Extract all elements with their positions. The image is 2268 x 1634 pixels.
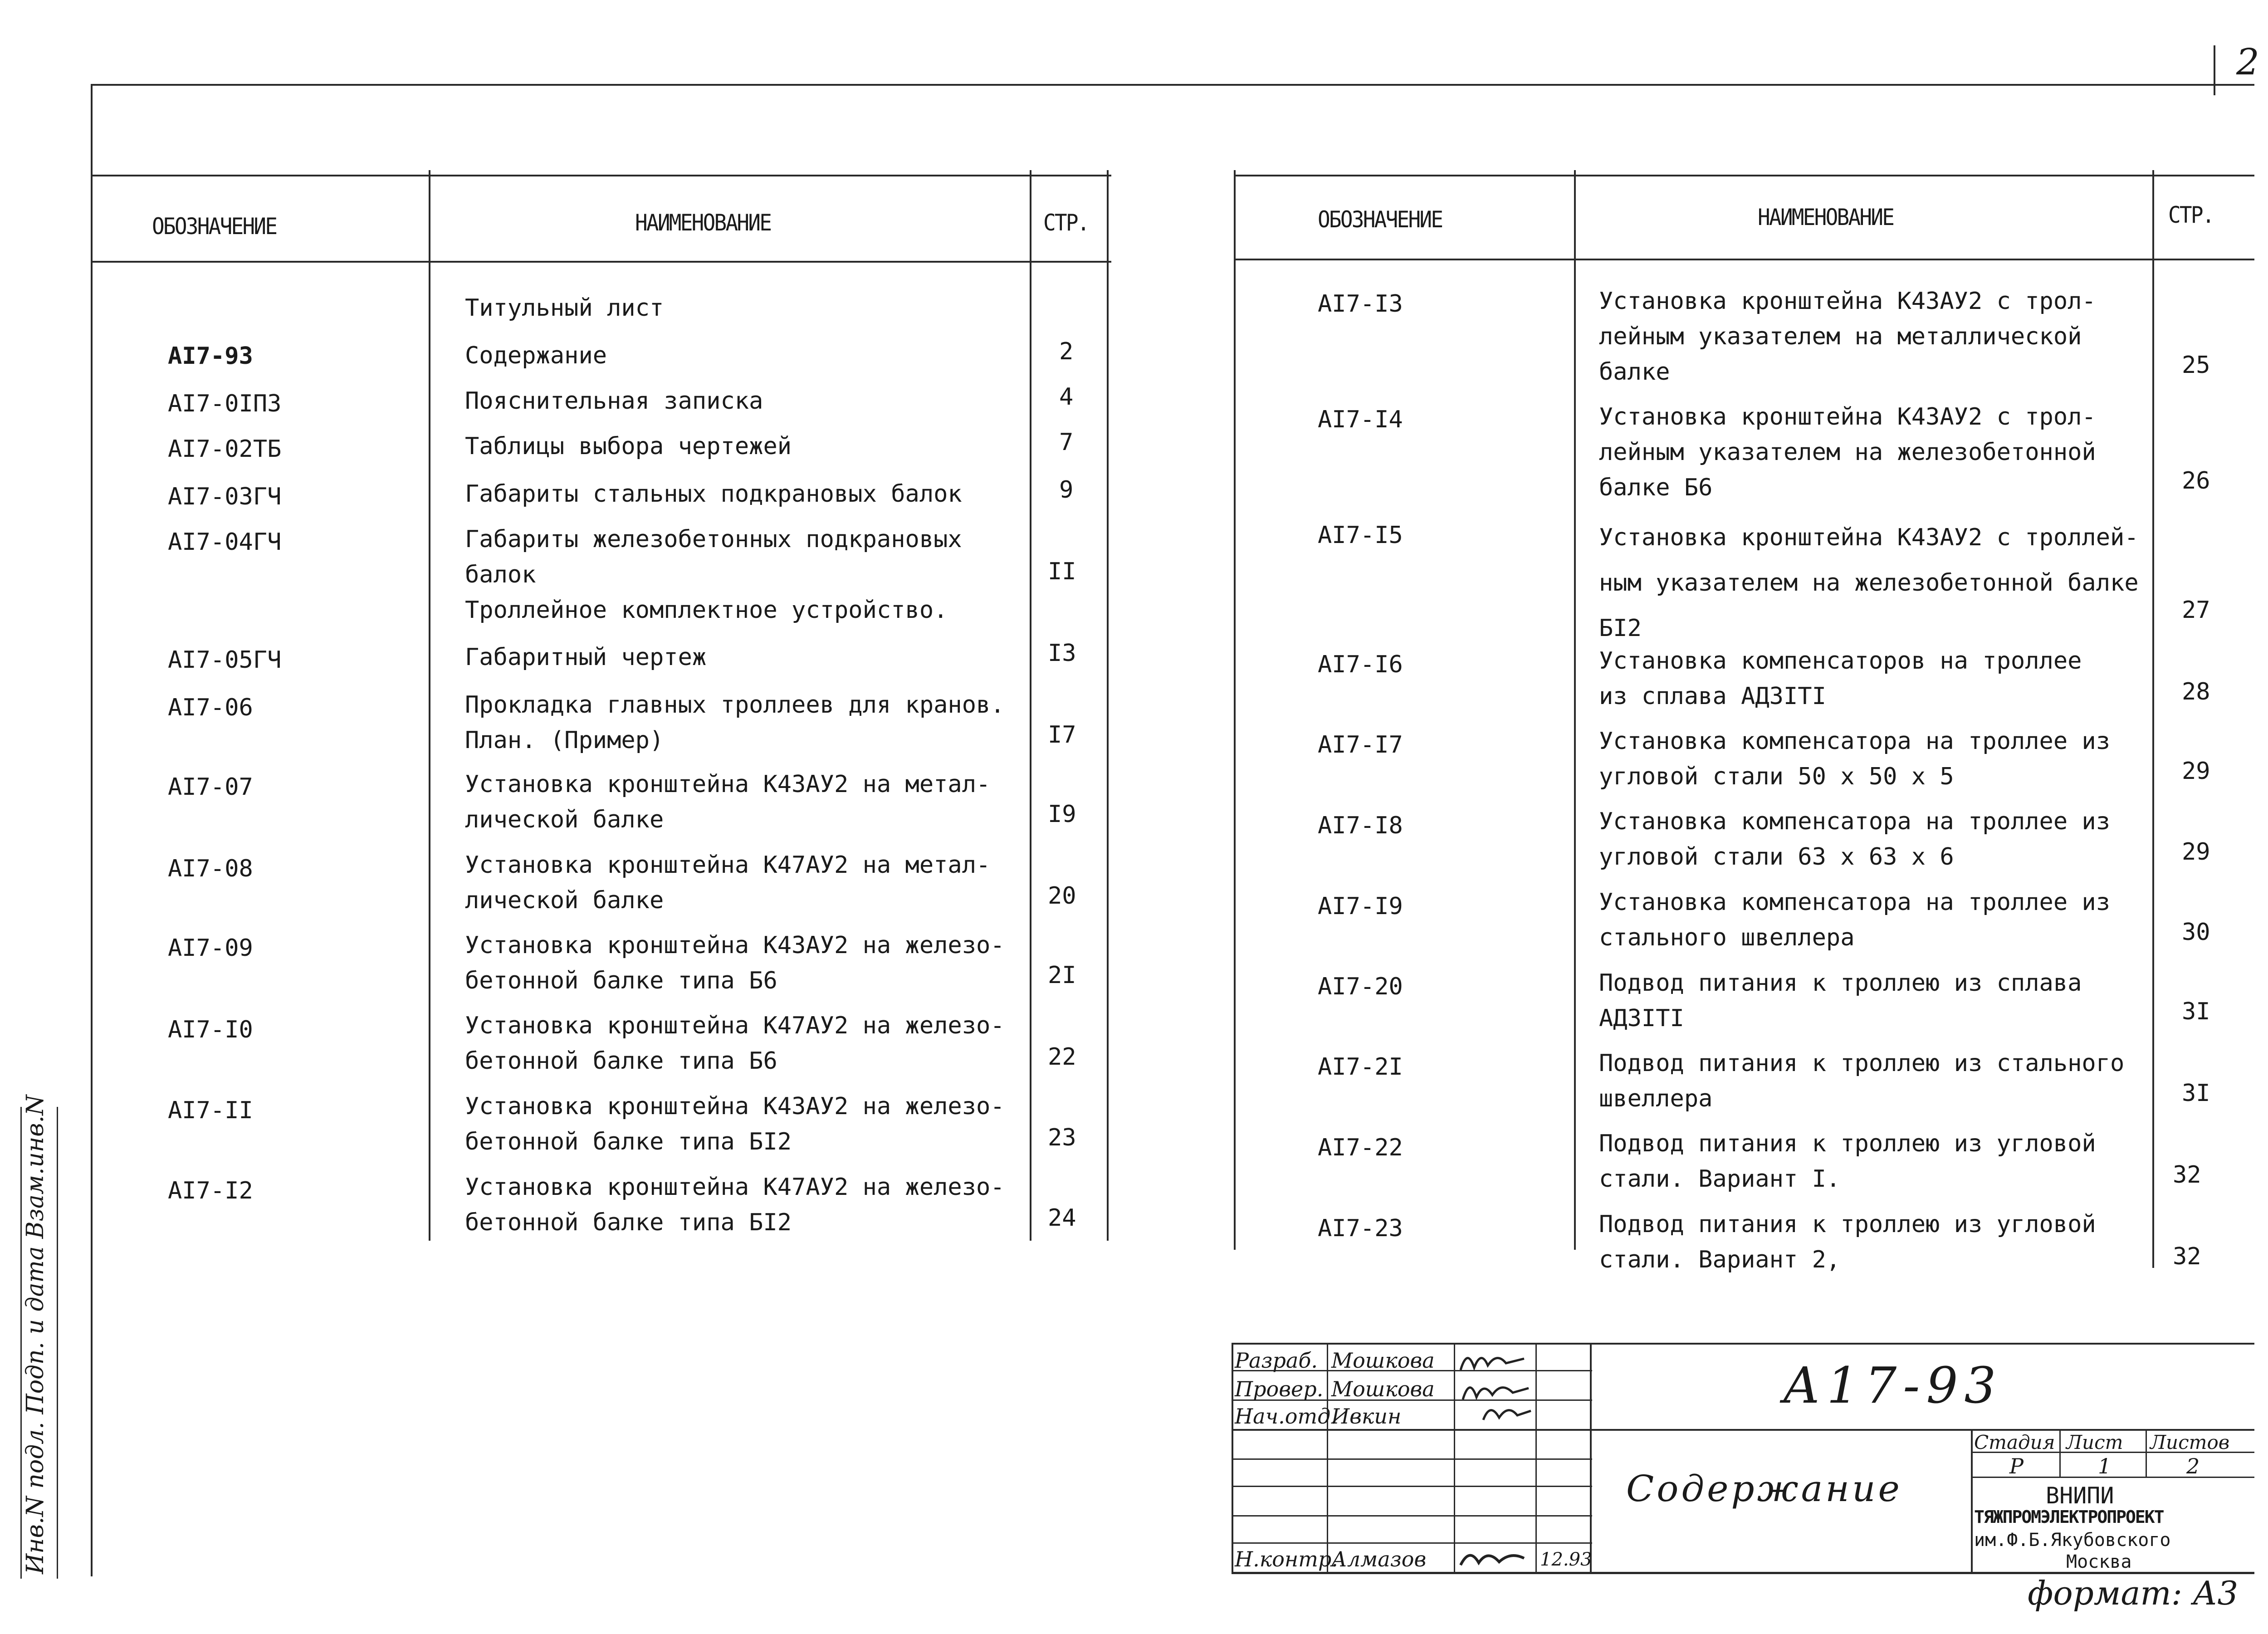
row-code: АI7-04ГЧ bbox=[168, 528, 282, 556]
person-norm-control: Алмазов bbox=[1331, 1547, 1427, 1571]
row-page: 7 bbox=[1059, 429, 1074, 456]
row-code: АI7-I7 bbox=[1318, 731, 1403, 758]
org-line-3: им.Ф.Б.Якубовского bbox=[1974, 1530, 2171, 1551]
row-code: АI7-I5 bbox=[1318, 522, 1403, 549]
row-page: 3I bbox=[2182, 998, 2210, 1025]
row-page: 23 bbox=[1048, 1124, 1076, 1151]
row-page: 26 bbox=[2182, 467, 2210, 494]
row-page: 2I bbox=[1048, 962, 1076, 989]
org-line-2: ТЯЖПРОМЭЛЕКТРОПРОЕКТ bbox=[1974, 1507, 2164, 1527]
row-code: АI7-02ТБ bbox=[168, 435, 282, 463]
row-page: 30 bbox=[2182, 919, 2210, 946]
row-page: II bbox=[1048, 558, 1076, 585]
row-code: АI7-I2 bbox=[168, 1177, 253, 1204]
row-page: I9 bbox=[1048, 801, 1076, 828]
row-name: Установка компенсаторов на троллее из сплава АДЗIТI bbox=[1599, 647, 2082, 710]
row-code: АI7-93 bbox=[168, 342, 253, 370]
norm-control-signature bbox=[1456, 1545, 1533, 1572]
row-name: Установка кронштейна К47АУ2 на железо- бетонной балке типа БI2 bbox=[465, 1174, 1005, 1236]
row-name: Установка кронштейна К43АУ2 на железо- бетонной балке типа Б6 bbox=[465, 932, 1005, 994]
role-checker: Провер. bbox=[1235, 1377, 1324, 1401]
row-code: АI7-0IПЗ bbox=[168, 390, 282, 417]
row-name: Установка компенсатора на троллее из угловой стали 63 х 63 х 6 bbox=[1599, 808, 2111, 871]
row-code: АI7-09 bbox=[168, 934, 253, 962]
row-page: 20 bbox=[1048, 882, 1076, 910]
row-page: 32 bbox=[2173, 1161, 2201, 1189]
row-name: Установка кронштейна К43АУ2 на железо- бетонной балке типа БI2 bbox=[465, 1093, 1005, 1155]
row-name: Пояснительная записка bbox=[465, 387, 763, 415]
row-code: АI7-05ГЧ bbox=[168, 646, 282, 674]
sheets-value: 2 bbox=[2186, 1454, 2200, 1478]
row-code: АI7-22 bbox=[1318, 1134, 1403, 1161]
row-code: АI7-I3 bbox=[1318, 290, 1403, 318]
right-header-designation: ОБОЗНАЧЕНИЕ bbox=[1318, 206, 1442, 233]
right-header-page: СТР. bbox=[2168, 202, 2214, 228]
row-code: АI7-06 bbox=[168, 694, 253, 721]
row-name: Установка компенсатора на троллее из стального швеллера bbox=[1599, 889, 2111, 951]
org-line-4: Москва bbox=[2066, 1551, 2132, 1572]
row-name: Прокладка главных троллеев для кранов. План. (Пример) bbox=[465, 691, 1005, 754]
row-code: АI7-07 bbox=[168, 773, 253, 801]
row-code: АI7-08 bbox=[168, 855, 253, 882]
row-code: АI7-I4 bbox=[1318, 406, 1403, 433]
format-label: формат: А3 bbox=[2028, 1574, 2239, 1612]
row-page: 2 bbox=[1059, 338, 1074, 365]
row-name: Подвод питания к троллею из угловой стали. Вариант I. bbox=[1599, 1130, 2096, 1193]
sheet-value: 1 bbox=[2098, 1454, 2112, 1478]
person-developer: Мошкова bbox=[1331, 1348, 1435, 1373]
row-name: Подвод питания к троллею из сплава АДЗIТI bbox=[1599, 969, 2082, 1032]
row-page: 29 bbox=[2182, 838, 2210, 866]
row-name: Габаритный чертеж bbox=[465, 644, 707, 671]
person-checker: Мошкова bbox=[1331, 1377, 1435, 1401]
row-name: Установка кронштейна К43АУ2 с трол- лейным указателем на железобетонной балке Б6 bbox=[1599, 403, 2096, 501]
sheet-corner-number: 2 bbox=[2236, 41, 2259, 83]
row-code: АI7-20 bbox=[1318, 973, 1403, 1000]
row-name: Установка кронштейна К43АУ2 с троллей- ным указателем на железобетонной балке БI2 bbox=[1599, 524, 2139, 642]
row-name: Установка кронштейна К43АУ2 на метал- лической балке bbox=[465, 771, 991, 833]
person-head-of-dept: Ивкин bbox=[1331, 1404, 1402, 1429]
row-page: 29 bbox=[2182, 758, 2210, 785]
row-name: Габариты железобетонных подкрановых балок Троллейное комплектное устройство. bbox=[465, 526, 962, 624]
sheets-label: Листов bbox=[2150, 1431, 2230, 1453]
row-page: 4 bbox=[1059, 383, 1074, 411]
row-page: I7 bbox=[1048, 721, 1076, 749]
row-page: 27 bbox=[2182, 597, 2210, 624]
row-code: АI7-II bbox=[168, 1097, 253, 1124]
document-code: А17-93 bbox=[1783, 1356, 2003, 1414]
left-header-page: СТР. bbox=[1043, 210, 1089, 236]
stage-value: Р bbox=[2009, 1454, 2024, 1478]
row-code: АI7-I9 bbox=[1318, 893, 1403, 920]
row-name: Содержание bbox=[465, 342, 607, 369]
row-name: Установка кронштейна К43АУ2 с трол- лейным указателем на металлической балке bbox=[1599, 288, 2096, 386]
row-name: Подвод питания к троллею из стального швеллера bbox=[1599, 1050, 2125, 1112]
row-page: 24 bbox=[1048, 1204, 1076, 1232]
row-code: АI7-I6 bbox=[1318, 651, 1403, 678]
row-page: 28 bbox=[2182, 678, 2210, 705]
role-norm-control: Н.контр. bbox=[1235, 1547, 1338, 1571]
row-page: 3I bbox=[2182, 1080, 2210, 1107]
org-line-1: ВНИПИ bbox=[2046, 1482, 2114, 1509]
frame-top-line bbox=[91, 84, 2254, 86]
role-head-of-dept: Нач.отд. bbox=[1235, 1404, 1337, 1429]
row-name: Таблицы выбора чертежей bbox=[465, 433, 792, 460]
sheet-label: Лист bbox=[2066, 1431, 2123, 1453]
row-name: Установка компенсатора на троллее из угловой стали 50 х 50 х 5 bbox=[1599, 728, 2111, 790]
signature-scribbles bbox=[1456, 1345, 1533, 1427]
side-stamp: Инв.N подл. Подп. и дата Взам.инв.N bbox=[22, 1095, 49, 1574]
row-page: 32 bbox=[2173, 1243, 2201, 1270]
row-code: АI7-I8 bbox=[1318, 812, 1403, 839]
left-header-designation: ОБОЗНАЧЕНИЕ bbox=[152, 213, 277, 240]
row-name: Габариты стальных подкрановых балок bbox=[465, 480, 962, 508]
role-developer: Разраб. bbox=[1235, 1348, 1318, 1373]
frame-left-line bbox=[91, 84, 93, 1576]
row-code: АI7-23 bbox=[1318, 1215, 1403, 1242]
stage-label: Стадия bbox=[1974, 1431, 2055, 1453]
row-page: 25 bbox=[2182, 352, 2210, 379]
row-page: I3 bbox=[1048, 640, 1076, 667]
row-name: Установка кронштейна К47АУ2 на метал- лической балке bbox=[465, 851, 991, 914]
norm-control-date: 12.93 bbox=[1540, 1549, 1592, 1570]
document-title: Содержание bbox=[1626, 1468, 1902, 1510]
right-header-name: НАИМЕНОВАНИЕ bbox=[1758, 204, 1894, 230]
row-name: Подвод питания к троллею из угловой стали. Вариант 2, bbox=[1599, 1211, 2096, 1273]
row-name: Титульный лист bbox=[465, 294, 664, 322]
row-page: 9 bbox=[1059, 476, 1074, 504]
row-code: АI7-2I bbox=[1318, 1053, 1403, 1081]
row-page: 22 bbox=[1048, 1043, 1076, 1071]
left-header-name: НАИМЕНОВАНИЕ bbox=[635, 210, 771, 236]
row-name: Установка кронштейна К47АУ2 на железо- бетонной балке типа Б6 bbox=[465, 1012, 1005, 1075]
row-code: АI7-I0 bbox=[168, 1016, 253, 1043]
row-code: АI7-03ГЧ bbox=[168, 483, 282, 510]
